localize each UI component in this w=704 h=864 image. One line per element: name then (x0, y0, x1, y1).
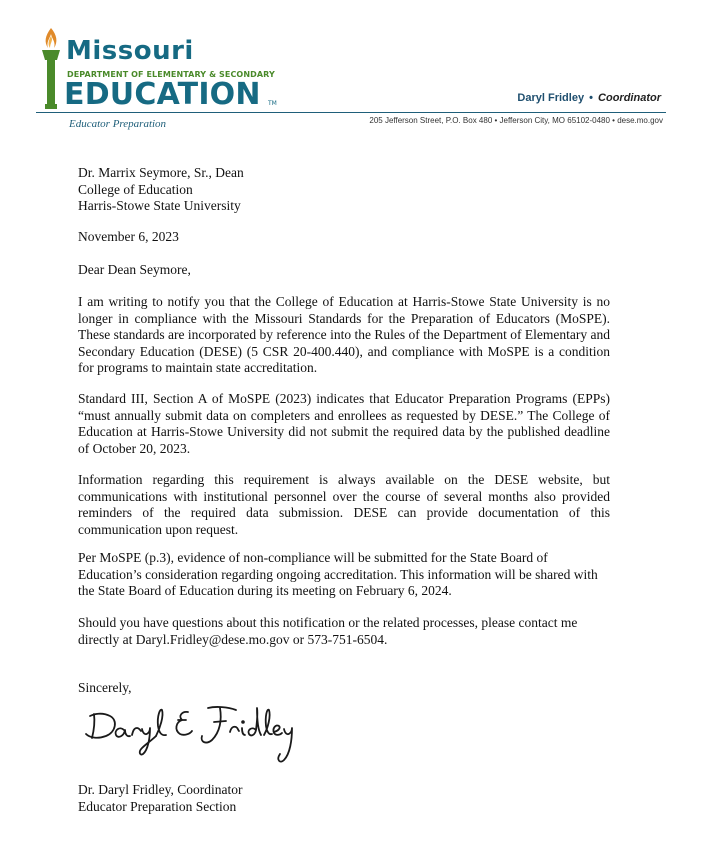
header-divider (36, 112, 666, 113)
recipient-block (78, 165, 610, 215)
recipient-line: College of Education (78, 181, 193, 197)
header-sender-role: Coordinator (598, 92, 661, 104)
closing: Sincerely, (78, 680, 132, 695)
body-paragraph (78, 472, 610, 538)
paragraph-text: I am writing to notify you that the College of Education at Harris-Stowe State University is no longer in compliance with the Missouri Standards for the Preparation of Educators (MoSPE). These standards are incorporated by reference into the Rules of the Department of Elementary and Secondary Education (DESE) (5 CSR 20-400.440), and compliance with MoSPE is a condition for programs to maintain state accreditation. (78, 294, 610, 375)
bullet-separator-icon: • (589, 92, 593, 104)
header-address: 205 Jefferson Street, P.O. Box 480 • Jefferson City, MO 65102-0480 • dese.mo.gov (369, 116, 663, 125)
body-paragraph (78, 615, 610, 648)
letter-date: November 6, 2023 (78, 229, 179, 244)
salutation: Dear Dean Seymore, (78, 262, 191, 277)
header-subtitle: Educator Preparation (69, 118, 167, 130)
paragraph-text: Information regarding this requirement is always available on the DESE website, but communications with institutional personnel over the course of several months also provided reminders of the required data submission. DESE can provide documentation of this communication upon request. (78, 472, 610, 537)
signoff-block (78, 782, 610, 815)
signoff-line: Dr. Daryl Fridley, Coordinator (78, 782, 243, 797)
signature-image (80, 698, 310, 778)
recipient-line: Harris-Stowe State University (78, 198, 241, 213)
header-sender-name: Daryl Fridley (517, 92, 585, 104)
body-paragraph (78, 391, 610, 457)
logo-wordmark-education: EDUCATION (64, 77, 261, 112)
paragraph-text: Should you have questions about this notification or the related processes, please contact me directly at Daryl.Fridley@dese.mo.gov or 573-751-6504. (78, 615, 578, 647)
torch-logo-icon (38, 26, 64, 110)
logo-trademark: TM (268, 100, 277, 107)
logo-wordmark-missouri: Missouri (66, 36, 194, 66)
paragraph-text: Per MoSPE (p.3), evidence of non-compliance will be submitted for the State Board of Education’s consideration regarding ongoing accreditation. This information will be shared with the State Board of Education during its meeting on February 6, 2024. (78, 550, 598, 598)
recipient-line: Dr. Marrix Seymore, Sr., Dean (78, 165, 244, 180)
header-sender (517, 92, 661, 104)
paragraph-text: Standard III, Section A of MoSPE (2023) indicates that Educator Preparation Programs (EPPs) “must annually submit data on completers and enrollees as requested by DESE.” The College of Education at Harris-Stowe University did not submit the required data by the published deadline of October 20, 2023. (78, 391, 610, 456)
signoff-line: Educator Preparation Section (78, 798, 237, 814)
body-paragraph (78, 294, 610, 377)
body-paragraph (78, 550, 610, 600)
logo-department-line: DEPARTMENT OF ELEMENTARY & SECONDARY (67, 70, 275, 79)
